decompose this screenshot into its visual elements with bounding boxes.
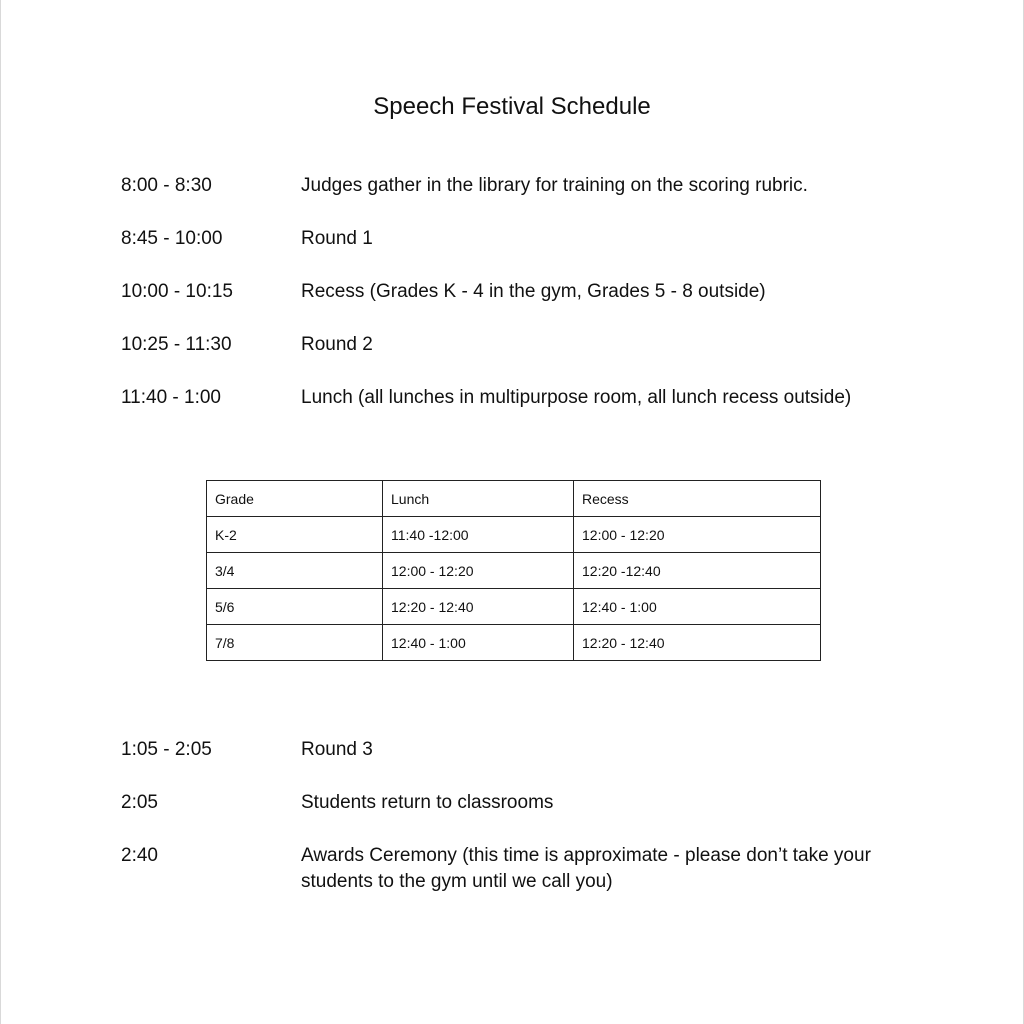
table-header-lunch: Lunch: [383, 481, 574, 517]
schedule-row: [121, 790, 941, 843]
schedule-description: Lunch (all lunches in multipurpose room, all lunch recess outside): [301, 387, 852, 408]
page-title: Speech Festival Schedule: [373, 93, 651, 120]
table-cell-recess: 12:20 -12:40: [574, 553, 821, 589]
table-cell-grade: K-2: [207, 517, 383, 553]
table-row: [207, 517, 821, 553]
table-header-row: [207, 481, 821, 517]
table-row: [207, 589, 821, 625]
schedule-time: 10:00 - 10:15: [121, 281, 233, 302]
lunch-recess-table: [206, 480, 821, 661]
table-cell-recess: 12:00 - 12:20: [574, 517, 821, 553]
schedule-description: Recess (Grades K - 4 in the gym, Grades 5 - 8 outside): [301, 281, 766, 302]
table-cell-lunch: 11:40 -12:00: [383, 517, 574, 553]
schedule-time: 1:05 - 2:05: [121, 739, 212, 760]
schedule-row: [121, 843, 941, 895]
schedule-time: 8:45 - 10:00: [121, 228, 223, 249]
table-cell-lunch: 12:20 - 12:40: [383, 589, 574, 625]
table-cell-lunch: 12:00 - 12:20: [383, 553, 574, 589]
schedule-time: 10:25 - 11:30: [121, 334, 232, 355]
schedule-description: Students return to classrooms: [301, 792, 554, 813]
schedule-row: [121, 226, 941, 279]
schedule-time: 11:40 - 1:00: [121, 387, 222, 408]
table-cell-lunch: 12:40 - 1:00: [383, 625, 574, 661]
schedule-afternoon: [121, 737, 941, 895]
table-header-grade: Grade: [207, 481, 383, 517]
schedule-description: Round 3: [301, 739, 373, 760]
schedule-time: 8:00 - 8:30: [121, 175, 212, 196]
table-row: [207, 553, 821, 589]
table-cell-recess: 12:20 - 12:40: [574, 625, 821, 661]
table-cell-grade: 3/4: [207, 553, 383, 589]
schedule-row: [121, 737, 941, 790]
page-edge-left: [0, 0, 1, 1024]
schedule-row: [121, 279, 941, 332]
table-cell-grade: 7/8: [207, 625, 383, 661]
table-header-recess: Recess: [574, 481, 821, 517]
schedule-row: [121, 173, 941, 226]
schedule-description: Awards Ceremony (this time is approximate - please don’t take your students to the gym until we call you): [301, 845, 871, 892]
table-cell-grade: 5/6: [207, 589, 383, 625]
schedule-time: 2:05: [121, 792, 158, 813]
table-cell-recess: 12:40 - 1:00: [574, 589, 821, 625]
schedule-morning: [121, 173, 941, 438]
schedule-time: 2:40: [121, 845, 158, 866]
schedule-row: [121, 385, 941, 438]
schedule-row: [121, 332, 941, 385]
table-row: [207, 625, 821, 661]
schedule-description: Round 1: [301, 228, 373, 249]
schedule-description: Judges gather in the library for training on the scoring rubric.: [301, 175, 808, 196]
schedule-description: Round 2: [301, 334, 373, 355]
